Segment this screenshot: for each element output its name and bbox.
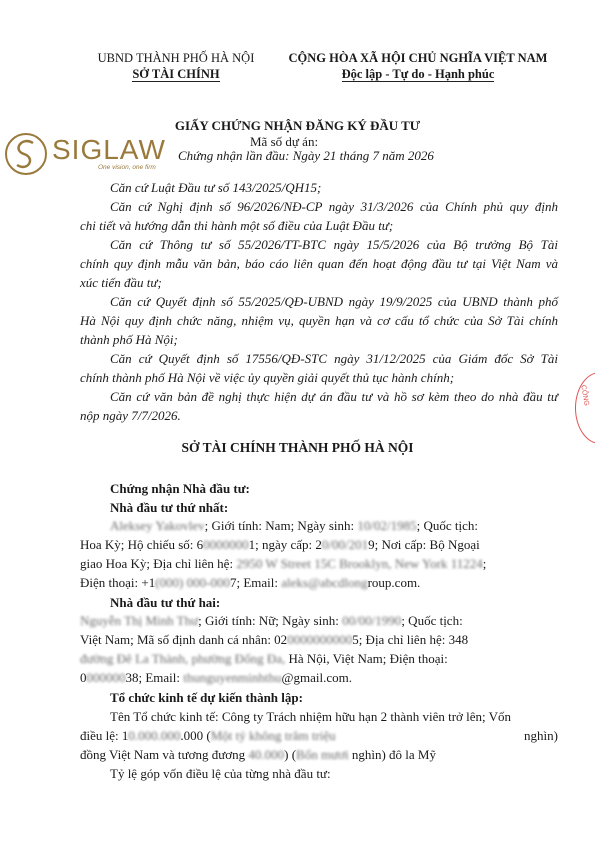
first-investor-line: giao Hoa Kỳ; Địa chỉ liên hệ: 2950 W Street 15C Brooklyn, New York 11224; (80, 556, 487, 571)
legal-basis-line: thành phố Hà Nội; (80, 332, 178, 347)
capital-ratio-line: Tỷ lệ góp vốn điều lệ của từng nhà đầu tư: (110, 766, 331, 781)
first-investor-line: Hoa Kỳ; Hộ chiếu số: 600000001; ngày cấp: 20/00/2019; Nơi cấp: Bộ Ngoại (80, 537, 480, 552)
second-investor-line: Việt Nam; Mã số định danh cá nhân: 0200000000005; Địa chỉ liên hệ: 348 (80, 632, 469, 647)
second-investor-label: Nhà đầu tư thứ hai: (110, 595, 221, 610)
issuer-block (78, 50, 274, 82)
second-investor-line: Nguyễn Thị Minh Thư; Giới tính: Nữ; Ngày sinh: 00/00/1990; Quốc tịch: (80, 613, 463, 628)
redacted-capital-words: Một tỷ không trăm triệu (210, 728, 336, 743)
redacted-usd-words: Bốn mươi (296, 747, 349, 762)
legal-basis-line: nộp ngày 7/7/2026. (80, 408, 181, 423)
redacted-phone: 000000 (86, 670, 126, 685)
legal-basis-line: Căn cứ Thông tư số 55/2026/TT-BTC ngày 15/5/2026 của Bộ trưởng Bộ Tài (110, 237, 558, 252)
national-motto-block (268, 50, 568, 82)
first-investor-line: Aleksey Yakovlev; Giới tính: Nam; Ngày sinh: 10/02/1985; Quốc tịch: (110, 518, 478, 533)
country-name: CỘNG HÒA XÃ HỘI CHỦ NGHĨA VIỆT NAM (288, 51, 548, 65)
redacted-issue-date: 0/00/201 (321, 537, 369, 552)
certify-investors-label: Chứng nhận Nhà đầu tư: (110, 481, 250, 496)
redacted-email: aleks@abcdlong (281, 575, 368, 590)
redacted-address: 2950 W Street 15C Brooklyn, New York 11224 (236, 556, 483, 571)
issuer-city: UBND THÀNH PHỐ HÀ NỘI (97, 51, 255, 65)
charter-capital-line: đồng Việt Nam và tương đương 40.000) (Bốn mươi nghìn) đô la Mỹ (80, 747, 436, 762)
legal-basis-line: chính quy định mẫu văn bản, báo cáo liên quan đến hoạt động đầu tư tại Việt Nam và (80, 256, 558, 271)
issuer-department: SỞ TÀI CHÍNH (132, 67, 220, 81)
redacted-dob: 10/02/1985 (357, 518, 417, 533)
redacted-id: 0000000000 (287, 632, 353, 647)
second-investor-line: đường Đê La Thành, phường Đống Đa, Hà Nội, Việt Nam; Điện thoại: (80, 651, 448, 666)
first-investor-line: Điện thoại: +1(000) 000-0007; Email: aleks@abcdlongroup.com. (80, 575, 421, 590)
legal-basis-line: Căn cứ Quyết định số 55/2025/QĐ-UBND ngày 19/9/2025 của UBND thành phố (110, 294, 558, 309)
legal-basis-line: chính thành phố Hà Nội về việc ủy quyền giải quyết thủ tục hành chính; (80, 370, 455, 385)
organization-name-line: Tên Tổ chức kinh tế: Công ty Trách nhiệm hữu hạn 2 thành viên trở lên; Vốn (110, 709, 512, 724)
red-stamp-edge (575, 372, 595, 444)
logo-brand: SIGLAW (52, 134, 166, 165)
project-code-label: Mã số dự án: (250, 134, 319, 149)
first-issue-date: Chứng nhận lần đầu: Ngày 21 tháng 7 năm 2026 (178, 148, 434, 163)
legal-basis-line: xúc tiến đầu tư; (80, 275, 162, 290)
redacted-dob: 00/00/1990 (342, 613, 402, 628)
redacted-passport: 0000000 (203, 537, 249, 552)
legal-basis-line: Căn cứ Nghị định số 96/2026/NĐ-CP ngày 31/3/2026 của Chính phủ quy định (110, 199, 558, 214)
authority-heading: SỞ TÀI CHÍNH THÀNH PHỐ HÀ NỘI (181, 440, 414, 455)
redacted-name: Aleksey Yakovlev (110, 518, 205, 533)
siglaw-logo (0, 128, 175, 180)
legal-basis-line: Căn cứ Quyết định số 17556/QĐ-STC ngày 31/12/2025 của Giám đốc Sở Tài (110, 351, 558, 366)
legal-basis-line: Hà Nội quy định chức năng, nhiệm vụ, quyền hạn và cơ cấu tổ chức của Sở Tài chính (80, 313, 558, 328)
organization-heading: Tổ chức kinh tế dự kiến thành lập: (110, 690, 303, 705)
redacted-capital: 0.000.000 (128, 728, 181, 743)
redacted-address: đường Đê La Thành, phường Đống Đa, (80, 651, 286, 666)
legal-basis-line: chi tiết và hướng dẫn thi hành một số điều của Luật Đầu tư; (80, 218, 394, 233)
second-investor-line: 000000038; Email: thunguyenminhthu@gmail.com. (80, 670, 352, 685)
charter-capital-line: điều lệ: 10.000.000.000 (Một tỷ không trăm triệu nghìn) (80, 728, 558, 743)
logo-tagline: One vision, one firm (98, 164, 156, 171)
redacted-phone: (000) 000-000 (155, 575, 230, 590)
redacted-usd: 40.000 (248, 747, 285, 762)
redacted-email: thunguyenminhthu (183, 670, 282, 685)
red-stamp-text: CÔNG (579, 384, 590, 407)
document-title: GIẤY CHỨNG NHẬN ĐĂNG KÝ ĐẦU TƯ (174, 118, 421, 133)
first-investor-label: Nhà đầu tư thứ nhất: (110, 500, 229, 515)
legal-basis-line: Căn cứ văn bản đề nghị thực hiện dự án đầu tư và hồ sơ kèm theo do nhà đầu tư (110, 389, 558, 404)
legal-basis-line: Căn cứ Luật Đầu tư số 143/2025/QH15; (110, 180, 322, 195)
redacted-name: Nguyễn Thị Minh Thư (80, 613, 199, 628)
national-motto: Độc lập - Tự do - Hạnh phúc (341, 67, 495, 81)
